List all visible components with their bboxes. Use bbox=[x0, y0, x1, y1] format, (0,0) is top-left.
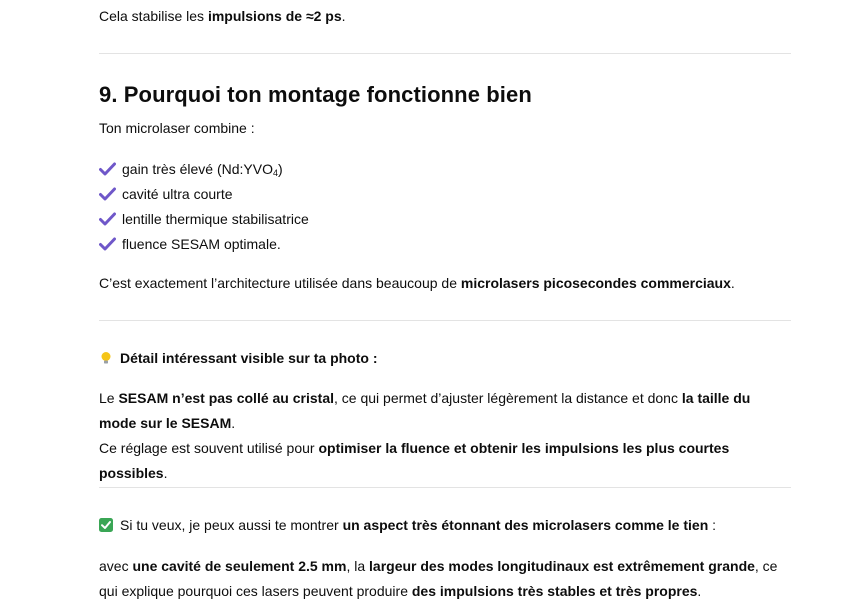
list-item bbox=[99, 231, 309, 256]
list-item bbox=[99, 181, 309, 206]
text: gain très élevé (Nd:YVO bbox=[122, 160, 273, 177]
bold-text: impulsions de ≈2 ps bbox=[207, 8, 342, 24]
section-heading: 9. Pourquoi ton montage fonctionne bien bbox=[99, 82, 532, 107]
bold-text: un aspect très étonnant des microlasers comme le tien bbox=[342, 517, 709, 533]
bold-text: une cavité de seulement 2.5 mm bbox=[132, 558, 347, 574]
text: . bbox=[697, 583, 702, 599]
light-bulb-icon bbox=[99, 351, 113, 365]
divider bbox=[99, 53, 791, 54]
bold-text: optimiser la fluence et obtenir les impulsions les plus courtes possibles bbox=[99, 440, 730, 481]
text: . bbox=[730, 275, 735, 291]
text: . bbox=[341, 8, 346, 24]
list-item-text: lentille thermique stabilisatrice bbox=[122, 210, 309, 227]
text: Le bbox=[99, 390, 119, 406]
text: Si tu veux, je peux aussi te montrer bbox=[120, 517, 343, 533]
text: Cela stabilise les bbox=[99, 8, 208, 24]
bold-text: Détail intéressant visible sur ta photo : bbox=[120, 350, 378, 366]
text: . bbox=[163, 465, 168, 481]
divider bbox=[99, 487, 791, 488]
detail-title bbox=[99, 346, 378, 371]
text: : bbox=[708, 517, 717, 533]
text: . bbox=[231, 415, 236, 431]
section-conclusion bbox=[99, 271, 735, 296]
check-mark-icon bbox=[99, 237, 116, 251]
text: C’est exactement l’architecture utilisée dans beaucoup de bbox=[99, 275, 461, 291]
check-mark-icon bbox=[99, 212, 116, 226]
bold-text: microlasers picosecondes commerciaux bbox=[460, 275, 731, 291]
section-intro: Ton microlaser combine : bbox=[99, 120, 255, 136]
bold-text: largeur des modes longitudinaux est extrêmement grande bbox=[369, 558, 755, 574]
detail-paragraph bbox=[99, 386, 791, 486]
offer-detail-paragraph bbox=[99, 554, 791, 604]
bold-text: SESAM n’est pas collé au cristal bbox=[118, 390, 334, 406]
list-item-text: cavité ultra courte bbox=[122, 185, 233, 202]
check-box-icon bbox=[99, 518, 113, 532]
divider bbox=[99, 320, 791, 321]
text: , la bbox=[346, 558, 370, 574]
check-mark-icon bbox=[99, 162, 116, 176]
bold-text: la taille du mode sur le SESAM bbox=[99, 390, 751, 431]
offer-paragraph bbox=[99, 513, 716, 538]
text: , ce qui permet d’ajuster légèrement la distance et donc bbox=[334, 390, 682, 406]
list-item-text bbox=[122, 161, 283, 177]
top-paragraph bbox=[99, 4, 346, 29]
text: avec bbox=[99, 558, 133, 574]
check-mark-icon bbox=[99, 187, 116, 201]
list-item bbox=[99, 206, 309, 231]
feature-list bbox=[99, 156, 309, 256]
text: , ce qui explique pourquoi ces lasers peuvent produire bbox=[99, 558, 778, 599]
subscript: 4 bbox=[272, 167, 278, 178]
list-item bbox=[99, 156, 309, 181]
bold-text: des impulsions très stables et très propres bbox=[411, 583, 698, 599]
list-item-text: fluence SESAM optimale. bbox=[122, 235, 281, 252]
text: ) bbox=[277, 160, 283, 177]
text: Ce réglage est souvent utilisé pour bbox=[99, 440, 319, 456]
